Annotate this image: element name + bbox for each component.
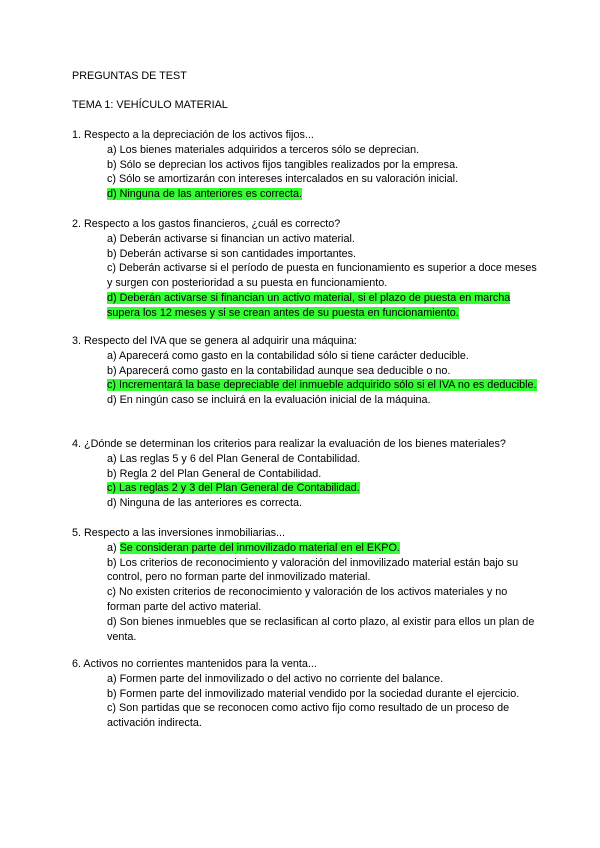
option-c: c) Son partidas que se reconocen como activo fijo como resultado de un proceso de activación indirecta. <box>107 702 510 730</box>
options-list <box>107 349 542 408</box>
options-list <box>107 232 542 321</box>
question-1 <box>72 128 542 202</box>
options-list <box>107 541 542 645</box>
option-b: b) Formen parte del inmovilizado material vendido por la sociedad durante el ejercicio. <box>107 687 520 700</box>
option-a-correct: a) Se consideran parte del inmovilizado material en el EKPO. <box>107 541 400 554</box>
question-text: 2. Respecto a los gastos financieros, ¿cuál es correcto? <box>72 218 341 230</box>
option-a: a) Deberán activarse si financian un activo material. <box>107 232 355 245</box>
question-4 <box>72 437 542 511</box>
option-c: c) No existen criterios de reconocimiento y valoración de los activos materiales y no forman parte del activo material. <box>107 586 508 613</box>
option-d-correct <box>107 291 542 321</box>
question-text: 4. ¿Dónde se determinan los criterios para realizar la evaluación de los bienes materiales? <box>72 438 506 450</box>
question-2 <box>72 217 542 321</box>
option-b: b) Regla 2 del Plan General de Contabilidad. <box>107 467 322 480</box>
options-list <box>107 143 542 202</box>
option-c: c) Sólo se amortizarán con intereses intercalados en su valoración inicial. <box>107 173 459 186</box>
document-title: PREGUNTAS DE TEST <box>72 70 187 82</box>
option-b: b) Deberán activarse si son cantidades importantes. <box>107 247 357 260</box>
options-list <box>107 452 542 511</box>
option-c: c) Deberán activarse si el período de puesta en funcionamiento es superior a doce meses y surgen con posterioridad a su puesta en funcionamiento. <box>107 262 537 290</box>
question-text: 5. Respecto a las inversiones inmobiliarias... <box>72 527 286 539</box>
option-a: a) Aparecerá como gasto en la contabilidad sólo si tiene carácter deducible. <box>107 349 469 362</box>
option-d: d) En ningún caso se incluirá en la evaluación inicial de la máquina. <box>107 394 431 407</box>
question-3 <box>72 334 542 408</box>
topic-title: TEMA 1: VEHÍCULO MATERIAL <box>72 99 228 111</box>
option-d: d) Son bienes inmuebles que se reclasifican al corto plazo, al existir para ellos un plan de venta. <box>107 615 535 643</box>
highlighted-answer: d) Deberán activarse si financian un activo material, si el plazo de puesta en marcha supera los 12 meses y si se crean antes de su puesta en funcionamiento. <box>107 291 511 319</box>
highlighted-answer: d) Ninguna de las anteriores es correcta. <box>107 188 303 201</box>
options-list <box>107 672 542 731</box>
highlighted-answer: Se consideran parte del inmovilizado material en el EKPO. <box>119 541 400 554</box>
question-text: 3. Respecto del IVA que se genera al adquirir una máquina: <box>72 335 357 347</box>
question-text: 1. Respecto a la depreciación de los activos fijos... <box>72 129 314 141</box>
highlighted-answer: c) Incrementará la base depreciable del inmueble adquirido sólo si el IVA no es deducible. <box>107 379 537 392</box>
option-c-correct <box>107 378 542 393</box>
option-a: a) Los bienes materiales adquiridos a terceros sólo se deprecian. <box>107 143 420 156</box>
option-d-correct <box>107 187 542 202</box>
option-a: a) Las reglas 5 y 6 del Plan General de Contabilidad. <box>107 452 361 465</box>
question-6 <box>72 657 542 731</box>
option-a: a) Formen parte del inmovilizado o del activo no corriente del balance. <box>107 672 444 685</box>
option-b: b) Sólo se deprecian los activos fijos tangibles realizados por la empresa. <box>107 158 459 171</box>
question-5 <box>72 526 542 644</box>
option-c-correct <box>107 481 542 496</box>
highlighted-answer: c) Las reglas 2 y 3 del Plan General de Contabilidad. <box>107 482 360 495</box>
option-b: b) Los criterios de reconocimiento y valoración del inmovilizado material están bajo su control, pero no forman parte del inmovilizado material. <box>107 556 519 584</box>
question-text: 6. Activos no corrientes mantenidos para la venta... <box>72 658 317 670</box>
option-d: d) Ninguna de las anteriores es correcta. <box>107 497 303 510</box>
option-b: b) Aparecerá como gasto en la contabilidad aunque sea deducible o no. <box>107 364 451 377</box>
